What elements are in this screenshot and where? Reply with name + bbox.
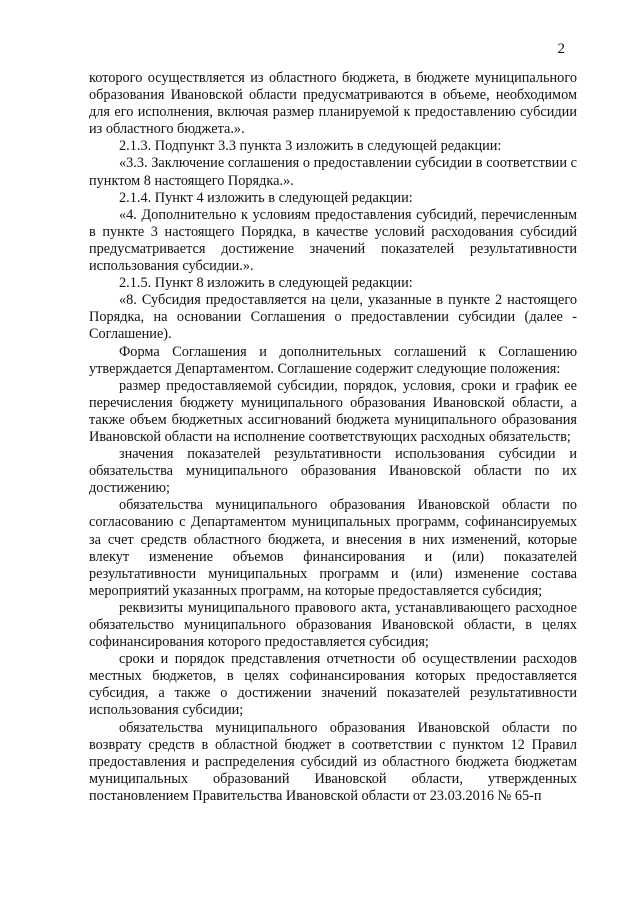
paragraph-agreement-form: Форма Соглашения и дополнительных соглашений к Соглашению утверждается Департаментом. Соглашение содержит следующие положения: [89,343,577,377]
list-item-legal-act-details: реквизиты муниципального правового акта, устанавливающего расходное обязательство муниципального образования Ивановской области, в целях софинансирования которого предоставляется субсидия; [89,599,577,651]
list-item-refund-obligations: обязательства муниципального образования Ивановской области по возврату средств в областной бюджет в соответствии с пунктом 12 Правил предоставления и распределения субсидий из областного бюджета бюджетам муниципальных образований Ивановской области, утвержденных постановлением Правительства Ивановской области от 23.03.2016 № 65-п [89,719,577,804]
paragraph-3-3-quote: «3.3. Заключение соглашения о предоставлении субсидии в соответствии с пунктом 8 настоящего Порядка.». [89,155,577,189]
document-body [89,70,577,805]
list-item-reporting-terms: сроки и порядок представления отчетности об осуществлении расходов местных бюджетов, в целях софинансирования которых предоставляется субсидия, а также о достижении значений показателей результативности использования субсидии; [89,651,577,719]
list-item-performance-indicators: значения показателей результативности использования субсидии и обязательства муниципального образования Ивановской области по их достижению; [89,446,577,497]
paragraph-4-quote: «4. Дополнительно к условиям предоставления субсидий, перечисленным в пункте 3 настоящего Порядка, в качестве условий расходования субсидий предусматривается достижение значений показателей результативности использования субсидии.». [89,206,577,275]
paragraph-8-quote: «8. Субсидия предоставляется на цели, указанные в пункте 2 настоящего Порядка, на основании Соглашения о предоставлении субсидии (далее - Соглашение). [89,292,577,343]
paragraph-2-1-4: 2.1.4. Пункт 4 изложить в следующей редакции: [119,189,413,206]
list-item-program-approval: обязательства муниципального образования Ивановской области по согласованию с Департаментом муниципальных программ, софинансируемых за счет средств областного бюджета, и внесения в них изменений, которые влекут изменение объемов финансирования и (или) показателей результативности муниципальных программ и (или) изменение состава мероприятий указанных программ, на которые предоставляется субсидия; [89,497,577,599]
paragraph-continuation: которого осуществляется из областного бюджета, в бюджете муниципального образования Ивановской области предусматриваются в объеме, необходимом для его исполнения, включая размер планируемой к предоставлению субсидии из областного бюджета.». [89,70,577,138]
list-item-subsidy-size: размер предоставляемой субсидии, порядок, условия, сроки и график ее перечисления бюджету муниципального образования Ивановской области, а также объем бюджетных ассигнований бюджета муниципального образования Ивановской области на исполнение соответствующих расходных обязательств; [89,377,577,445]
paragraph-2-1-3: 2.1.3. Подпункт 3.3 пункта 3 изложить в следующей редакции: [119,138,502,155]
paragraph-2-1-5: 2.1.5. Пункт 8 изложить в следующей редакции: [119,275,413,292]
page-number: 2 [557,41,565,57]
